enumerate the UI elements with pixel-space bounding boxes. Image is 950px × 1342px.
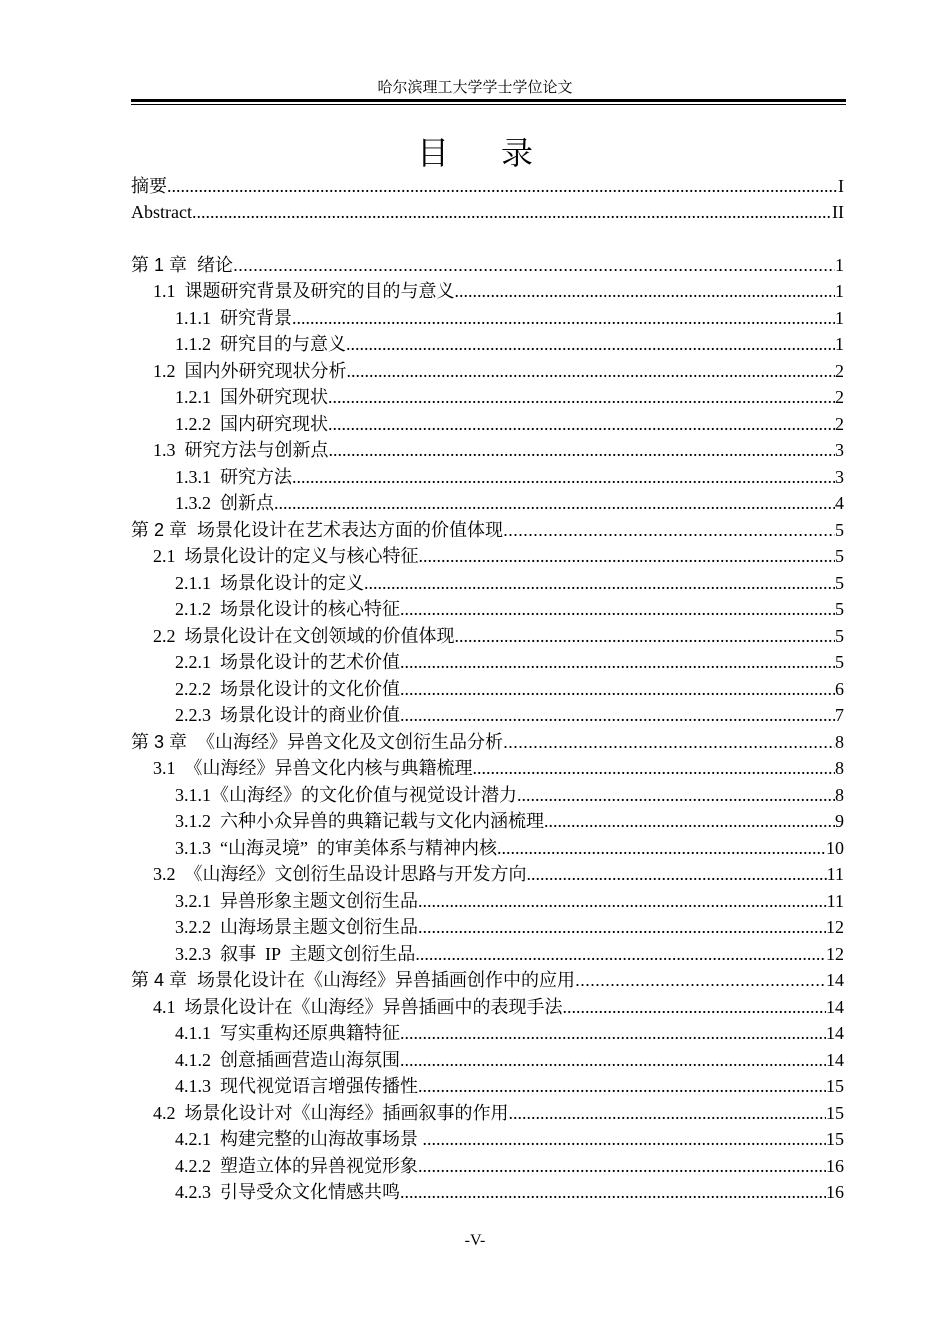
- toc-entry-label: 3.1.3 “山海灵境” 的审美体系与精神内核: [175, 837, 497, 858]
- toc-leader-dots: [415, 943, 826, 965]
- toc-entry-label: 第 3 章 《山海经》异兽文化及文创衍生品分析: [131, 731, 504, 752]
- toc-entry[interactable]: [131, 594, 844, 621]
- toc-entry[interactable]: [131, 806, 844, 833]
- toc-entry-label: 摘要: [131, 175, 167, 196]
- toc-leader-dots: [400, 651, 835, 673]
- toc-entry-page: 2: [835, 360, 844, 381]
- toc-entry[interactable]: [131, 700, 844, 727]
- toc-entry-label: 1.1.2 研究目的与意义: [175, 334, 346, 354]
- toc-entry[interactable]: [131, 514, 844, 541]
- toc-leader-dots: [419, 545, 836, 567]
- toc-entry-page: 3: [835, 440, 844, 460]
- toc-entry[interactable]: [131, 435, 844, 462]
- toc-entry-page: II: [832, 202, 844, 222]
- toc-entry-page: 5: [835, 599, 844, 619]
- toc-entry-page: 1: [835, 334, 844, 354]
- toc-entry-page: 11: [826, 864, 844, 884]
- toc-entry-page: 14: [826, 1023, 844, 1043]
- toc-entry-label: 1.3.1 研究方法: [175, 466, 292, 487]
- toc-entry[interactable]: [131, 938, 844, 965]
- toc-leader-dots: [364, 572, 835, 594]
- toc-entry-label: 3.1.1《山海经》的文化价值与视觉设计潜力: [175, 784, 517, 805]
- page-number: -V-: [464, 1232, 486, 1249]
- toc-leader-dots: [167, 175, 838, 197]
- toc-entry[interactable]: [131, 276, 844, 303]
- toc-leader-dots: [517, 784, 835, 806]
- toc-entry-page: 8: [835, 758, 844, 778]
- toc-entry[interactable]: [131, 382, 844, 409]
- toc-entry-label: 3.1 《山海经》异兽文化内核与典籍梳理: [153, 758, 473, 778]
- toc-entry-page: 2: [835, 413, 844, 434]
- toc-entry-label: Abstract: [131, 202, 192, 222]
- toc-entry-page: 12: [826, 943, 844, 964]
- toc-leader-dots: [274, 492, 835, 514]
- toc-leader-dots: [455, 280, 836, 302]
- toc-leader-dots: [455, 625, 836, 647]
- toc-entry-label: 3.1.2 六种小众异兽的典籍记载与文化内涵梳理: [175, 811, 544, 831]
- toc-entry-label: 第 4 章 场景化设计在《山海经》异兽插画创作中的应用: [131, 970, 576, 990]
- toc-entry[interactable]: [131, 832, 844, 859]
- toc-entry[interactable]: [131, 302, 844, 329]
- toc-leader-dots: [503, 731, 835, 753]
- toc-entry-label: 2.2.1 场景化设计的艺术价值: [175, 652, 400, 672]
- toc-leader-dots: [400, 1022, 826, 1044]
- header-rule-thick: [131, 99, 846, 102]
- toc-entry-page: 16: [826, 1182, 844, 1202]
- toc-leader-dots: [233, 254, 835, 276]
- toc-entry[interactable]: [131, 1044, 844, 1071]
- toc-entry-label: 4.1.3 现代视觉语言增强传播性: [175, 1076, 418, 1096]
- toc-entry-page: 14: [826, 996, 844, 1017]
- toc-leader-dots: [400, 598, 835, 620]
- toc-entry-page: 12: [826, 917, 844, 937]
- toc-entry-page: 8: [835, 731, 844, 752]
- toc-entry-page: 14: [826, 970, 844, 990]
- toc-entry[interactable]: [131, 620, 844, 647]
- toc-entry-page: 5: [835, 652, 844, 672]
- toc-leader-dots: [329, 439, 836, 461]
- toc-entry[interactable]: [131, 965, 844, 992]
- toc-entry-label: 1.2.2 国内研究现状: [175, 413, 328, 434]
- toc-entry-page: 14: [826, 1049, 844, 1070]
- toc-leader-dots: [418, 916, 826, 938]
- toc-leader-dots: [503, 519, 835, 541]
- toc-entry[interactable]: [131, 885, 844, 912]
- toc-entry-label: 4.2.3 引导受众文化情感共鸣: [175, 1182, 400, 1202]
- toc-entry-page: 1: [835, 307, 844, 328]
- toc-entry[interactable]: [131, 1150, 844, 1177]
- toc-entry-page: 5: [835, 519, 844, 540]
- toc-entry[interactable]: [131, 647, 844, 674]
- toc-entry[interactable]: [131, 673, 844, 700]
- toc-entry-page: 2: [835, 387, 844, 407]
- toc-entry[interactable]: [131, 1097, 844, 1124]
- toc-entry-label: 1.3 研究方法与创新点: [153, 440, 329, 460]
- toc-leader-dots: [527, 863, 827, 885]
- toc-entry-label: 3.2 《山海经》文创衍生品设计思路与开发方向: [153, 864, 527, 884]
- toc-entry-label: 3.2.1 异兽形象主题文创衍生品: [175, 890, 418, 911]
- toc-entry-page: 5: [835, 546, 844, 566]
- toc-leader-dots: [192, 201, 832, 223]
- toc-entry[interactable]: [131, 567, 844, 594]
- toc-entry-label: 2.1.1 场景化设计的定义: [175, 572, 364, 593]
- toc-entry-label: 4.1 场景化设计在《山海经》异兽插画中的表现手法: [153, 996, 563, 1017]
- toc-leader-dots: [400, 704, 835, 726]
- toc-leader-dots: [418, 1155, 826, 1177]
- toc-leader-dots: [497, 837, 826, 859]
- toc-leader-dots: [423, 1128, 827, 1150]
- toc-entry-label: 4.1.1 写实重构还原典籍特征: [175, 1023, 400, 1043]
- toc-entry-label: 2.2 场景化设计在文创领域的价值体现: [153, 625, 455, 646]
- toc-entry-page: 16: [826, 1155, 844, 1176]
- toc-entry[interactable]: [131, 779, 844, 806]
- toc-entry-page: 1: [835, 281, 844, 301]
- toc-leader-dots: [347, 360, 836, 382]
- toc-entry[interactable]: [131, 329, 844, 356]
- toc-entry-page: 3: [835, 466, 844, 487]
- toc-entry-label: 3.2.3 叙事 IP 主题文创衍生品: [175, 943, 416, 964]
- toc-entry-page: 5: [835, 625, 844, 646]
- toc-entry-label: 4.1.2 创意插画营造山海氛围: [175, 1049, 400, 1070]
- toc-entry[interactable]: [131, 753, 844, 780]
- toc-leader-dots: [328, 413, 835, 435]
- toc-entry-label: 1.1.1 研究背景: [175, 307, 292, 328]
- toc-leader-dots: [400, 1181, 826, 1203]
- toc-leader-dots: [563, 996, 827, 1018]
- toc-leader-dots: [400, 678, 835, 700]
- toc-entry[interactable]: [131, 408, 844, 435]
- header-rule-thin: [131, 104, 846, 105]
- toc-entry[interactable]: [131, 859, 844, 886]
- toc-entry-label: 1.1 课题研究背景及研究的目的与意义: [153, 281, 455, 301]
- toc-entry-page: 10: [826, 837, 844, 858]
- toc-entry-label: 第 2 章 场景化设计在艺术表达方面的价值体现: [131, 519, 504, 540]
- toc-entry[interactable]: [131, 541, 844, 568]
- toc-leader-dots: [509, 1102, 827, 1124]
- toc-entry-label: 1.2.1 国外研究现状: [175, 387, 328, 407]
- toc-leader-dots: [328, 386, 835, 408]
- toc-leader-dots: [544, 810, 835, 832]
- toc-entry[interactable]: [131, 1071, 844, 1098]
- toc-entry[interactable]: [131, 249, 844, 276]
- toc-entry-page: 6: [835, 678, 844, 699]
- toc-entry-label: 4.2.1 构建完整的山海故事场景: [175, 1129, 423, 1149]
- toc-entry-label: 2.1 场景化设计的定义与核心特征: [153, 546, 419, 566]
- toc-leader-dots: [292, 466, 835, 488]
- toc-entry[interactable]: [131, 912, 844, 939]
- toc-leader-dots: [400, 1049, 826, 1071]
- toc-entry-page: 1: [835, 254, 844, 275]
- toc-entry[interactable]: [131, 1177, 844, 1204]
- toc-entry-label: 1.2 国内外研究现状分析: [153, 360, 347, 381]
- toc-entry-page: 15: [826, 1076, 844, 1096]
- toc-entry-page: I: [838, 175, 844, 196]
- toc-entry[interactable]: [131, 355, 844, 382]
- toc-leader-dots: [473, 757, 836, 779]
- toc-entry[interactable]: [131, 197, 844, 224]
- toc-entry-page: 9: [835, 811, 844, 831]
- toc-entry-label: 1.3.2 创新点: [175, 493, 274, 513]
- toc-entry-page: 8: [835, 784, 844, 805]
- toc-entry-page: 7: [835, 705, 844, 725]
- toc-entry-label: 4.2.2 塑造立体的异兽视觉形象: [175, 1155, 418, 1176]
- toc-entry-label: 4.2 场景化设计对《山海经》插画叙事的作用: [153, 1102, 509, 1123]
- toc-entry[interactable]: [131, 1018, 844, 1045]
- toc-title: 目录: [416, 135, 585, 171]
- toc-leader-dots: [575, 969, 826, 991]
- toc-entry[interactable]: [131, 170, 844, 197]
- toc-entry-label: 3.2.2 山海场景主题文创衍生品: [175, 917, 418, 937]
- toc-entry-page: 15: [826, 1129, 844, 1149]
- toc-leader-dots: [418, 1075, 826, 1097]
- page-header: 哈尔滨理工大学学士学位论文: [377, 80, 573, 96]
- toc-entry-page: 5: [835, 572, 844, 593]
- toc-leader-dots: [346, 333, 835, 355]
- toc-leader-dots: [418, 890, 827, 912]
- toc-entry[interactable]: [131, 991, 844, 1018]
- toc-entry-label: 2.2.2 场景化设计的文化价值: [175, 678, 400, 699]
- table-of-contents: [131, 170, 844, 1203]
- toc-entry[interactable]: [131, 1124, 844, 1151]
- toc-leader-dots: [292, 307, 835, 329]
- toc-entry-label: 2.2.3 场景化设计的商业价值: [175, 705, 400, 725]
- toc-entry[interactable]: [131, 488, 844, 515]
- toc-entry-label: 2.1.2 场景化设计的核心特征: [175, 599, 400, 619]
- toc-entry[interactable]: [131, 461, 844, 488]
- toc-entry-page: 15: [826, 1102, 844, 1123]
- toc-entry-page: 4: [835, 493, 844, 513]
- toc-entry-label: 第 1 章 绪论: [131, 254, 234, 275]
- toc-entry-page: 11: [826, 890, 844, 911]
- toc-entry[interactable]: [131, 726, 844, 753]
